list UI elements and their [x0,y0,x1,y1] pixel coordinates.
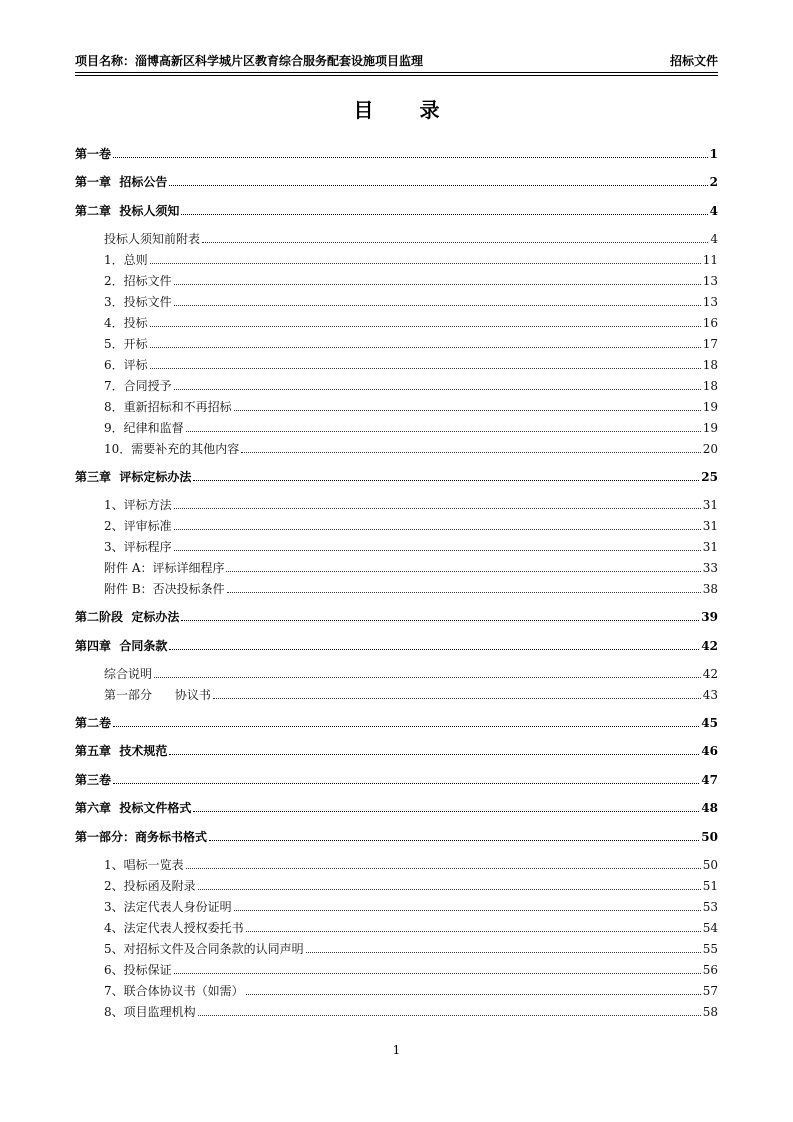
dot-leader [226,571,700,572]
dot-leader [174,508,701,509]
toc-entry-label: 1、唱标一览表 [104,858,184,872]
toc-entry-label: 第一章 招标公告 [75,175,168,189]
toc-entry-label: 1．总则 [104,253,148,267]
toc-entry-section[interactable] [104,577,718,597]
toc-entry-label: 7．合同授予 [104,379,172,393]
toc-entry-label: 第一部分 协议书 [104,688,211,702]
toc-entry-chapter[interactable] [75,605,718,625]
dot-leader [169,754,699,755]
toc-entry-section[interactable] [104,535,718,555]
toc-entry-label: 6．评标 [104,358,148,372]
dot-leader [198,889,701,890]
toc-entry-label: 10．需要补充的其他内容 [104,442,240,456]
toc-entry-section[interactable] [104,269,718,289]
toc-entry-label: 第三卷 [75,773,112,787]
page-header [75,53,718,69]
toc-entry-chapter[interactable] [75,796,718,816]
toc-entry-label: 综合说明 [104,667,153,681]
dot-leader [150,368,701,369]
toc-entry-section[interactable] [104,556,718,576]
dot-leader [246,931,701,932]
toc-entry-section[interactable] [104,937,718,957]
dot-leader [169,185,707,186]
toc-entry-page-number: 48 [701,801,718,815]
toc-entry-label: 附件 B：否决投标条件 [104,582,225,596]
toc-entry-chapter[interactable] [75,199,718,219]
toc-entry-label: 投标人须知前附表 [104,232,201,246]
dot-leader [113,726,699,727]
toc-entry-label: 第六章 投标文件格式 [75,801,192,815]
toc-entry-page-number: 50 [702,858,718,872]
dot-leader [186,431,701,432]
toc-entry-page-number: 45 [701,716,718,730]
toc-entry-page-number: 50 [701,830,718,844]
toc-entry-section[interactable] [104,1000,718,1020]
toc-entry-section[interactable] [104,493,718,513]
toc-entry-label: 4、法定代表人授权委托书 [104,921,244,935]
toc-entry-chapter[interactable] [75,465,718,485]
toc-entry-page-number: 18 [702,358,718,372]
dot-leader [209,840,699,841]
toc-entry-page-number: 4 [710,232,718,246]
toc-entry-page-number: 42 [702,667,718,681]
dot-leader [113,157,708,158]
toc-entry-label: 第五章 技术规范 [75,744,168,758]
toc-entry-section[interactable] [104,395,718,415]
toc-entry-chapter[interactable] [75,170,718,190]
toc-entry-label: 6、投标保证 [104,963,172,977]
dot-leader [193,811,699,812]
toc-entry-label: 5、对招标文件及合同条款的认同声明 [104,942,304,956]
toc-entry-page-number: 56 [702,963,718,977]
toc-entry-page-number: 11 [702,253,718,267]
toc-entry-label: 8、项目监理机构 [104,1005,196,1019]
toc-entry-label: 2、投标函及附录 [104,879,196,893]
dot-leader [174,305,701,306]
toc-entry-section[interactable] [104,916,718,936]
toc-entry-page-number: 17 [702,337,718,351]
toc-entry-page-number: 39 [701,610,718,624]
dot-leader [150,326,701,327]
dot-leader [234,410,701,411]
header-project-name: 项目名称：淄博高新区科学城片区教育综合服务配套设施项目监理 [75,54,424,68]
toc-entry-page-number: 31 [702,540,718,554]
toc-entry-label: 8．重新招标和不再招标 [104,400,232,414]
toc-entry-label: 第二卷 [75,716,112,730]
toc-entry-page-number: 38 [702,582,718,596]
toc-entry-chapter[interactable] [75,711,718,731]
dot-leader [241,452,700,453]
toc-entry-section[interactable] [104,437,718,457]
toc-entry-page-number: 20 [702,442,718,456]
toc-entry-label: 1、评标方法 [104,498,172,512]
dot-leader [246,994,701,995]
toc-entry-label: 2．招标文件 [104,274,172,288]
toc-entry-page-number: 33 [702,561,718,575]
toc-entry-page-number: 13 [702,274,718,288]
toc-entry-chapter[interactable] [75,634,718,654]
toc-entry-label: 第二章 投标人须知 [75,204,180,218]
toc-entry-page-number: 43 [702,688,718,702]
toc-entry-section[interactable] [104,683,718,703]
dot-leader [169,649,699,650]
header-rule [75,72,718,73]
toc-entry-label: 9．纪律和监督 [104,421,184,435]
toc-entry-section[interactable] [104,332,718,352]
toc-entry-section[interactable] [104,979,718,999]
toc-entry-page-number: 16 [702,316,718,330]
dot-leader [198,1015,701,1016]
page-title: 目录 [353,98,486,122]
dot-leader [174,389,701,390]
toc-entry-section[interactable] [104,662,718,682]
toc-entry-page-number: 55 [702,942,718,956]
dot-leader [174,529,701,530]
toc-entry-section[interactable] [104,874,718,894]
toc-entry-page-number: 47 [701,773,718,787]
toc-entry-page-number: 4 [709,204,718,218]
toc-entry-page-number: 31 [702,498,718,512]
toc-entry-section[interactable] [104,374,718,394]
dot-leader [234,910,701,911]
toc-entry-page-number: 53 [702,900,718,914]
dot-leader [174,550,701,551]
toc-entry-label: 第一部分：商务标书格式 [75,830,208,844]
dot-leader [150,263,701,264]
toc-entry-page-number: 51 [702,879,718,893]
toc-entry-label: 第一卷 [75,147,112,161]
toc-entry-label: 3．投标文件 [104,295,172,309]
toc-entry-label: 3、法定代表人身份证明 [104,900,232,914]
dot-leader [186,868,701,869]
toc-entry-page-number: 1 [709,147,718,161]
dot-leader [154,677,701,678]
toc-entry-chapter[interactable] [75,142,718,162]
toc-entry-section[interactable] [104,895,718,915]
toc-entry-label: 4．投标 [104,316,148,330]
dot-leader [113,783,699,784]
toc-entry-page-number: 57 [702,984,718,998]
toc-entry-page-number: 19 [702,400,718,414]
toc-entry-chapter[interactable] [75,768,718,788]
toc-entry-page-number: 18 [702,379,718,393]
toc-entry-page-number: 13 [702,295,718,309]
toc-entry-section[interactable] [104,290,718,310]
toc-entry-page-number: 42 [701,639,718,653]
dot-leader [202,242,708,243]
toc-entry-label: 第四章 合同条款 [75,639,168,653]
dot-leader [193,480,699,481]
dot-leader [174,284,701,285]
toc-entry-section[interactable] [104,514,718,534]
toc-entry-label: 2、评审标准 [104,519,172,533]
dot-leader [181,214,707,215]
dot-leader [306,952,701,953]
toc-entry-section[interactable] [104,416,718,436]
toc-entry-page-number: 31 [702,519,718,533]
toc-entry-page-number: 25 [701,470,718,484]
toc-entry-page-number: 19 [702,421,718,435]
toc-entry-label: 3、评标程序 [104,540,172,554]
toc-entry-page-number: 46 [701,744,718,758]
toc-entry-section[interactable] [104,853,718,873]
dot-leader [213,698,701,699]
toc-entry-page-number: 2 [709,175,718,189]
dot-leader [227,592,701,593]
footer-page-number: 1 [392,1043,401,1057]
toc-entry-page-number: 54 [702,921,718,935]
toc-entry-label: 附件 A：评标详细程序 [104,561,225,575]
toc-entry-section[interactable] [104,353,718,373]
toc-entry-label: 第三章 评标定标办法 [75,470,192,484]
toc-entry-section[interactable] [104,958,718,978]
header-doc-type: 招标文件 [669,54,718,68]
dot-leader [174,973,701,974]
header-rule-thin [75,75,718,76]
toc-entry-page-number: 58 [702,1005,718,1019]
toc-entry-chapter[interactable] [75,739,718,759]
toc-entry-section[interactable] [104,227,718,247]
dot-leader [181,620,699,621]
toc-entry-section[interactable] [104,311,718,331]
toc-entry-label: 7、联合体协议书（如需） [104,984,244,998]
toc-entry-label: 5．开标 [104,337,148,351]
dot-leader [150,347,701,348]
toc-entry-section[interactable] [104,248,718,268]
toc-entry-label: 第二阶段 定标办法 [75,610,180,624]
toc-entry-chapter[interactable] [75,825,718,845]
